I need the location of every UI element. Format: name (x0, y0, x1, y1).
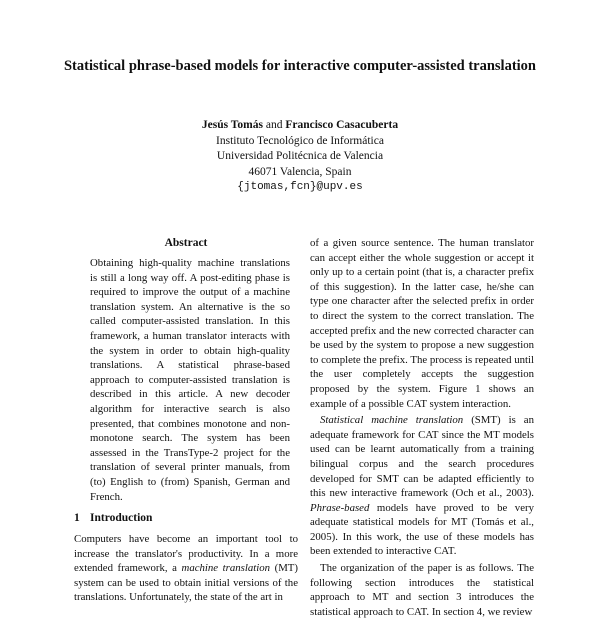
phrase-based-emphasis: Phrase-based (310, 501, 370, 514)
author-conjunction: and (265, 119, 283, 131)
email: {jtomas,fcn}@upv.es (237, 181, 363, 193)
right-paragraph-1: of a given source sentence. The human translator can accept either the whole suggestion or accept it only up to a certain point (that is, a character prefix of this suggestion). In the latter case, he/she can type one character after the selected prefix in order to direct the system to the correct translation. The accepted prefix and the new corrected character can be used by the system to propose a new suggestion to complete the prefix. The process is repeated until the user completely accepts the suggestion proposed by the system. Figure 1 shows an example of a possible CAT system interaction. (310, 237, 534, 410)
author-2: Francisco Casacuberta (285, 119, 399, 131)
paper-title: Statistical phrase-based models for interactive computer-assisted translation (63, 58, 536, 74)
left-column (74, 236, 298, 605)
intro-paragraph (74, 532, 298, 605)
address: 46071 Valencia, Spain (248, 165, 352, 178)
author-names (100, 118, 500, 134)
section-number: 1 (74, 512, 80, 525)
abstract-text: Obtaining high-quality machine translations is still a long way off. A post-editing phase is required to improve the output of a machine translation system. An alternative is the so called computer-assisted translation. In this framework, a human translator interacts with the system in order to obtain high-quality translations. A statistical phrase-based approach to computer-assisted translation is described in this article. A new decoder algorithm for interactive search is also presented, that combines monotone and non-monotone search. The system has been assessed in the TransType-2 project for the translation of several printer manuals, from (to) English to (from) Spanish, German and French. (90, 257, 290, 503)
right-p2-text-a: (SMT) is an adequate framework for CAT since the MT models used can be learnt automatically from a training bilingual corpus and the search procedures developed for SMT can be adapted efficiently to this new interactive framework (Och et al., 2003). (310, 414, 534, 500)
right-paragraph-3: The organization of the paper is as follows. The following section introduces the statistical approach to MT and section 3 introduces the statistical approach to CAT. In section 4, we review (310, 562, 534, 618)
right-p2-text-b: models have proved to be very adequate statistical models for MT (Tomás et al., 2005). In this work, the use of these models has been extended to interactive CAT. (310, 501, 534, 558)
right-column (310, 236, 534, 619)
section-heading-introduction (74, 511, 298, 526)
author-1: Jesús Tomás (201, 119, 263, 131)
section-title: Introduction (90, 512, 153, 525)
right-paragraph-2 (310, 413, 534, 559)
intro-text-a: Computers have become an important tool to increase the translator's productivity. In a more extended framework, a (74, 533, 298, 575)
abstract-heading: Abstract (164, 237, 208, 249)
smt-emphasis: Statistical machine translation (320, 414, 464, 427)
affiliation-2: Universidad Politécnica de Valencia (216, 150, 384, 162)
author-block (100, 118, 500, 196)
affiliation-1: Instituto Tecnológico de Informática (216, 134, 384, 147)
intro-text-b: (MT) system can be used to obtain initial versions of the translations. Unfortunately, the state of the art in (74, 562, 298, 604)
intro-emphasis: machine translation (181, 562, 271, 575)
